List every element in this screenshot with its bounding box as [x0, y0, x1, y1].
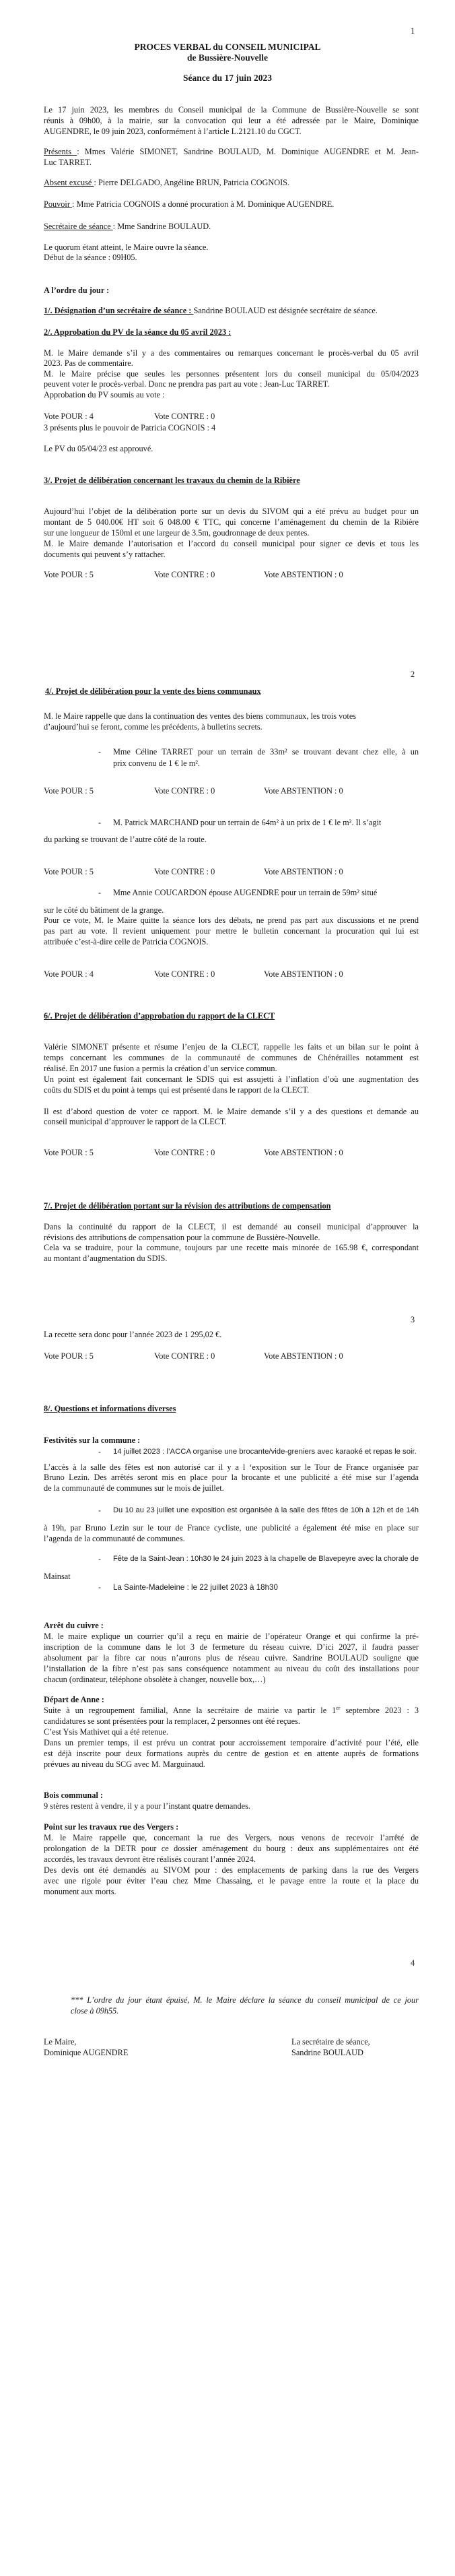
text-run: Le quorum étant atteint, le Maire ouvre la séance.	[44, 243, 209, 252]
text-run: conseil municipal d’approuver le rapport de la CLECT.	[44, 1117, 227, 1126]
section-6-heading	[44, 1011, 419, 1021]
body-line	[44, 444, 419, 454]
page-number-4	[411, 1958, 424, 1968]
text-run: d’aujourd’hui se feront, comme les précédents, à bulletins secrets.	[44, 722, 262, 732]
text-run: 9 stères restent à vendre, il y a pour l’instant quatre demandes.	[44, 1801, 250, 1811]
bullet-dash	[98, 1582, 112, 1592]
vote-pour-value	[44, 786, 151, 796]
text-run: Des devis ont été demandés au SIVOM pour : des emplacements de parking dans la rue des Vergers	[44, 1865, 419, 1875]
text-run: Vote CONTRE : 0	[154, 1148, 215, 1157]
pouvoir-line	[44, 199, 419, 210]
text-run: Vote CONTRE : 0	[154, 786, 215, 796]
body-line	[44, 1653, 419, 1663]
text-run: Vote ABSTENTION : 0	[264, 786, 343, 796]
page-number-2	[411, 670, 424, 680]
body-line	[44, 1572, 419, 1582]
body-line	[44, 539, 419, 549]
text-run: Vote POUR : 4	[44, 969, 94, 979]
bullet-dash	[98, 1506, 112, 1516]
body-line	[44, 1074, 419, 1085]
text-run: Vote POUR : 5	[44, 1148, 94, 1157]
text-run: au montant d’augmentation du SDIS.	[44, 1254, 168, 1263]
text-run: 3 présents plus le pouvoir de Patricia COGNOIS : 4	[44, 423, 216, 432]
text-run: 2023. Pas de commentaire.	[44, 358, 133, 368]
text-run: C’est Ysis Mathivet qui a été retenue.	[44, 1727, 168, 1737]
intro-line	[44, 116, 419, 126]
text-run: Suite à un regroupement familial, Anne la secrétaire de mairie va partir le 1	[44, 1706, 337, 1715]
text-run: de la communauté de communes sur le mois de juillet.	[44, 1483, 224, 1493]
body-line	[44, 915, 419, 926]
text-run: A l’ordre du jour :	[44, 286, 110, 295]
body-line	[44, 1117, 419, 1127]
body-line	[44, 1254, 419, 1264]
body-line	[44, 1865, 419, 1875]
text-run: Sandrine BOULAUD est désignée secrétaire de séance.	[193, 306, 378, 315]
vote-abstention-value	[264, 1351, 385, 1361]
session-date	[0, 73, 455, 83]
text-run: Valérie SIMONET présente et résume l’enjeu de la CLECT, rappelle les faits et un bilan sur le point à	[44, 1042, 419, 1052]
text-run: Festivités sur la commune :	[44, 1436, 141, 1445]
secretaire-line	[44, 222, 419, 232]
body-line	[44, 1330, 419, 1340]
body-line	[44, 1233, 419, 1243]
text-run: Fête de la Saint-Jean : 10h30 le 24 juin 2023 à la chapelle de Blavepeyre avec la chorale de	[113, 1555, 419, 1563]
body-line	[44, 1716, 419, 1727]
body-line	[44, 1632, 419, 1642]
body-line	[44, 1749, 419, 1759]
text-run: M. le Maire demande l’autorisation et l’accord du conseil municipal pour signer ce devis et tous les	[44, 539, 419, 548]
text-run: Vote ABSTENTION : 0	[264, 570, 343, 579]
text-run: l’installation de la fibre n’est pas sans conséquence notamment au niveau du coût des installations pour	[44, 1664, 419, 1673]
body-line	[44, 1801, 419, 1811]
vote-pour-value	[44, 570, 151, 580]
text-run: -	[98, 1448, 101, 1456]
text-run: sur une longueur de 150ml et une largeur de 3.5m, goudronnage de deux pentes.	[44, 528, 310, 538]
text-run: -	[98, 747, 102, 756]
text-run: Mme Annie COUCARDON épouse AUGENDRE pour un terrain de 59m² situé	[113, 888, 378, 897]
text-run: Mme Céline TARRET pour un terrain de 33m² se trouvant devant chez elle, à un	[113, 747, 419, 756]
doc-title-line2	[0, 53, 455, 63]
text-run: Le PV du 05/04/23 est approuvé.	[44, 444, 153, 453]
text-run: Point sur les travaux rue des Vergers :	[44, 1822, 179, 1832]
bullet-line	[113, 818, 419, 828]
text-run: Luc TARRET.	[44, 158, 92, 167]
intro-line	[44, 127, 419, 137]
body-line	[44, 1462, 419, 1473]
text-run: : Mme Patricia COGNOIS a donné procuration à M. Dominique AUGENDRE.	[72, 199, 335, 209]
bullet-line	[113, 1554, 419, 1564]
section-2-heading	[44, 327, 419, 337]
section-1-heading	[44, 306, 419, 316]
depart-anne-heading	[44, 1695, 419, 1705]
text-run: L’accès à la salle des fêtes est non autorisé car il y a l ‘exposition sur le Tour de France organisée par	[44, 1462, 419, 1472]
text-run: 1/. Désignation d’un secrétaire de séance :	[44, 306, 194, 315]
text-run: Vote CONTRE : 0	[154, 1351, 215, 1361]
text-run: pas part au vote. Il revient uniquement pour mettre le bulletin concernant la procuration qui lui est	[44, 926, 419, 936]
festivites-heading	[44, 1436, 419, 1446]
text-run: Dans un premier temps, il est prévu un contrat pour accroissement temporaire d’activité pour l’été, elle	[44, 1738, 419, 1747]
body-line	[44, 517, 419, 527]
bullet-line	[113, 1506, 419, 1516]
body-line	[44, 1523, 419, 1533]
text-run: Vote ABSTENTION : 0	[264, 1351, 343, 1361]
body-line	[44, 1675, 419, 1685]
text-run: Dans la continuité du rapport de la CLECT, il est demandé au conseil municipal d’approuver la	[44, 1222, 419, 1231]
text-run: Présents	[44, 147, 77, 156]
text-run: révisions des attributions de compensation pour la commune de Bussière-Nouvelle.	[44, 1233, 320, 1242]
body-line	[44, 905, 419, 915]
body-line	[44, 1064, 419, 1074]
text-run: réalisé. En 2017 une fusion a permis la création d’un service commun.	[44, 1064, 277, 1073]
text-run: 4/. Projet de délibération pour la vente des biens communaux	[45, 686, 261, 696]
text-run: er	[336, 1704, 341, 1711]
bullet-line	[113, 1582, 419, 1592]
text-run: peuvent voter le procès-verbal. Donc ne prendra pas part au vote : Jean-Luc TARRET.	[44, 379, 330, 389]
text-run: 7/. Projet de délibération portant sur la révision des attributions de compensation	[44, 1201, 331, 1211]
text-run: Il est d’abord question de voter ce rapport. M. le Maire demande s’il y a des questions et demande au	[44, 1107, 419, 1116]
text-run: à 19h, par Bruno Lezin sur le tour de France cycliste, une publicité a également été mise en place sur	[44, 1523, 419, 1533]
text-run: accordés, les travaux devront être réalisés courant l’année 2024.	[44, 1855, 256, 1864]
text-run: -	[98, 1555, 101, 1564]
text-run: 1	[411, 26, 415, 36]
text-run: Du 10 au 23 juillet une exposition est organisée à la salle des fêtes de 10h à 12h et de 14h	[113, 1506, 419, 1514]
bullet-dash	[98, 1554, 112, 1564]
body-line	[44, 1833, 419, 1843]
vote-pour-value	[44, 867, 151, 877]
body-line	[44, 1738, 419, 1748]
text-run: : Mme Sandrine BOULAUD.	[112, 222, 211, 231]
vote-pour-value	[44, 1351, 151, 1361]
text-run: Vote POUR : 5	[44, 786, 94, 796]
text-run: : Mmes Valérie SIMONET, Sandrine BOULAUD, M. Dominique AUGENDRE et M. Jean-	[77, 147, 419, 156]
body-line	[44, 1760, 419, 1770]
text-run: close à 09h55.	[71, 2006, 119, 2016]
body-line	[44, 722, 419, 732]
text-run: 2/. Approbation du PV de la séance du 05 avril 2023 :	[44, 327, 232, 337]
body-line	[44, 507, 419, 517]
text-run: candidatures se sont présentées pour la remplacer, 2 personnes ont été reçues.	[44, 1716, 300, 1726]
body-line	[44, 1042, 419, 1052]
text-run: de Bussière-Nouvelle	[186, 53, 269, 63]
body-line	[44, 1876, 419, 1886]
travaux-vergers-heading	[44, 1822, 419, 1832]
arret-cuivre-heading	[44, 1621, 419, 1631]
body-line	[44, 926, 419, 936]
text-run: M. le maire explique un courrier qu’il a reçu en mairie de l’opérateur Orange et qui confirme la pré-	[44, 1632, 419, 1641]
body-line	[44, 835, 419, 845]
body-line	[44, 348, 419, 358]
body-line	[44, 1107, 419, 1117]
vote-abstention-value	[264, 570, 385, 580]
body-line	[44, 390, 419, 400]
vote-pour-value	[44, 1148, 151, 1158]
body-line	[44, 379, 419, 389]
text-run: réunis à 09h00, à la mairie, sur la convocation qui leur a été adressée par le Maire, Dominique	[44, 116, 419, 125]
closing-line	[71, 1995, 419, 2005]
text-run: sur le côté du bâtiment de la grange.	[44, 905, 164, 915]
text-run: monument aux morts.	[44, 1887, 116, 1896]
bullet-dash	[98, 747, 112, 757]
text-run: Arrêt du cuivre :	[44, 1621, 104, 1630]
body-line	[44, 1642, 419, 1652]
text-run: Cela va se traduire, pour la commune, toujours par une recette mais minorée de 165.98 €, correspondant	[44, 1243, 419, 1252]
text-run: Séance du 17 juin 2023	[182, 73, 273, 83]
text-run: Bois communal :	[44, 1791, 104, 1800]
body-line	[44, 369, 419, 379]
vote-contre-value	[154, 1351, 262, 1361]
body-line	[44, 937, 419, 947]
body-line	[44, 550, 419, 560]
text-run: du parking se trouvant de l’autre côté de la route.	[44, 835, 207, 844]
text-run: 3	[411, 1315, 415, 1324]
text-run: montant de 5 040.00€ HT soit 6 048.00 € TTC, qui concerne l’aménagement du chemin de la Ribière	[44, 517, 419, 527]
vote-pour-value	[44, 969, 151, 979]
vote-contre-value	[154, 1148, 262, 1158]
section-8-heading	[44, 1404, 419, 1414]
text-run: avec une rigole pour éviter l’eau chez Mme Chassaing, et le pavage entre la route et la place du	[44, 1876, 419, 1886]
vote-detail-line	[44, 423, 419, 433]
vote-pour-value	[44, 412, 151, 422]
text-run: Vote ABSTENTION : 0	[264, 1148, 343, 1157]
bullet-dash	[98, 1447, 112, 1457]
text-run: Un point est également fait concernant le SDIS qui est assujetti à l’inflation d’où une augmentation des	[44, 1074, 419, 1084]
page-number-1	[411, 26, 424, 36]
text-run: Vote CONTRE : 0	[154, 969, 215, 979]
bullet-dash	[98, 888, 112, 898]
text-run: PROCES VERBAL du CONSEIL MUNICIPAL	[134, 42, 321, 52]
body-line	[44, 1664, 419, 1674]
text-run: -	[98, 1506, 101, 1515]
debut-line	[44, 253, 419, 263]
text-run: Mainsat	[44, 1572, 71, 1581]
text-run: M. Patrick MARCHAND pour un terrain de 64m² à un prix de 1 € le m². Il s’agit	[113, 818, 382, 827]
text-run: documents qui peuvent s’y rattacher.	[44, 550, 166, 559]
presents-line	[44, 158, 419, 168]
body-line	[44, 1243, 419, 1253]
text-run: Secrétaire de séance	[44, 222, 113, 231]
text-run: absolument par la fibre car nous n’aurons plus de réseau cuivre. Sandrine BOULAUD souligne que	[44, 1653, 419, 1663]
text-run: 14 juillet 2023 : l’ACCA organise une brocante/vide-greniers avec karaoké et repas le soir.	[113, 1448, 417, 1456]
vote-contre-value	[154, 867, 262, 877]
bullet-dash	[98, 818, 112, 828]
text-run: Approbation du PV soumis au vote :	[44, 390, 165, 399]
text-run: M. le Maire précise que seules les personnes présentent lors du conseil municipal du 05/04/2023	[44, 369, 419, 379]
bullet-line	[113, 759, 419, 769]
text-run: La secrétaire de séance,	[291, 2037, 370, 2047]
text-run: -	[98, 1583, 101, 1592]
text-run: prix convenu de 1 € le m².	[113, 759, 201, 768]
text-run: prolongation de la DETR pour ce dossier aménagement du bourg : deux ans supplémentaires ont été	[44, 1844, 419, 1853]
vote-abstention-value	[264, 969, 385, 979]
text-run: Le 17 juin 2023, les membres du Conseil municipal de la Commune de Bussière-Nouvelle se sont	[44, 105, 419, 115]
text-run: Bruno Lezin. Des arrêtés seront mis en place pour la brocante et une publicité a été mise sur l’agenda	[44, 1473, 419, 1482]
vote-abstention-value	[264, 867, 385, 877]
text-run: Sandrine BOULAUD	[291, 2048, 363, 2057]
text-run: Dominique AUGENDRE	[44, 2048, 129, 2057]
text-run: Vote CONTRE : 0	[154, 412, 215, 421]
text-run: 6/. Projet de délibération d’approbation du rapport de la CLECT	[44, 1011, 275, 1021]
signature-maire-name	[44, 2048, 212, 2058]
vote-contre-value	[154, 969, 262, 979]
section-7-heading	[44, 1201, 419, 1211]
bullet-line	[113, 747, 419, 757]
text-run: Vote ABSTENTION : 0	[264, 867, 343, 876]
text-run: M. le Maire rappelle que, concernant la rue des Vergers, nous venons de recevoir l’arrêté de	[44, 1833, 419, 1842]
vote-contre-value	[154, 570, 262, 580]
text-run: l’agenda de la communauté de communes.	[44, 1534, 185, 1543]
text-run: septembre 2023 : 3	[340, 1706, 419, 1715]
presents-line	[44, 147, 419, 157]
text-run: 4	[411, 1958, 415, 1968]
text-run: temps concernant les communes de la communauté de communes de Chénérailles notamment est	[44, 1053, 419, 1062]
text-run: coûts du SDIS et du point à temps qui est présenté dans le rapport de la CLECT.	[44, 1085, 310, 1095]
body-line	[44, 528, 419, 538]
text-run: attribuée c’est-à-dire celle de Patricia COGNOIS.	[44, 937, 209, 946]
text-run: M. le Maire demande s’il y a des commentaires ou remarques concernant le procès-verbal du 05 avril	[44, 348, 419, 358]
text-run: Vote CONTRE : 0	[154, 570, 215, 579]
text-run: La recette sera donc pour l’année 2023 de 1 295,02 €.	[44, 1330, 222, 1339]
body-line	[44, 1727, 419, 1737]
body-line	[44, 1222, 419, 1232]
vote-abstention-value	[264, 786, 385, 796]
text-run: Vote CONTRE : 0	[154, 867, 215, 876]
text-run: *** L’ordre du jour étant épuisé, M. le Maire déclare la séance du conseil municipal de ce jour	[71, 1995, 419, 2005]
bullet-line	[113, 888, 419, 898]
text-run: Vote ABSTENTION : 0	[264, 969, 343, 979]
absent-line	[44, 178, 419, 188]
body-line	[44, 1085, 419, 1095]
vote-abstention-value	[264, 1148, 385, 1158]
text-run: -	[98, 818, 102, 827]
body-line	[44, 1473, 419, 1483]
text-run: inscription de la commune dans le lot 3 de fermeture du réseau cuivre. D’ici 2027, il faudra passer	[44, 1642, 419, 1652]
closing-line	[71, 2006, 419, 2016]
signature-secretaire-title	[291, 2037, 446, 2047]
quorum-line	[44, 243, 419, 253]
text-run: Aujourd’hui l’objet de la délibération porte sur un devis du SIVOM qui a été prévu au budget pour un	[44, 507, 419, 516]
text-run: 2	[411, 670, 415, 679]
body-line	[44, 1844, 419, 1854]
body-line	[44, 1483, 419, 1493]
text-run: Vote POUR : 4	[44, 412, 94, 421]
bullet-line	[113, 1447, 419, 1457]
text-run: -	[98, 888, 102, 897]
agenda-heading	[44, 286, 419, 296]
doc-title-line1	[0, 42, 455, 52]
text-run: Pour ce vote, M. le Maire quitte la séance lors des débats, ne prend pas part aux discussions et ne prend	[44, 915, 419, 925]
text-run: prévues au niveau du SCG avec M. Marguinaud.	[44, 1760, 205, 1769]
signature-maire-title	[44, 2037, 212, 2047]
body-line	[44, 1887, 419, 1897]
body-line	[44, 711, 419, 721]
body-line	[44, 1534, 419, 1544]
page-number-3	[411, 1315, 424, 1325]
text-run: Début de la séance : 09H05.	[44, 253, 137, 262]
body-line	[44, 358, 419, 368]
body-line	[44, 1855, 419, 1865]
vote-contre-value	[154, 786, 262, 796]
text-run: chacun (ordinateur, téléphone obsolète à changer, nouvelle box,…)	[44, 1675, 266, 1684]
body-line	[44, 1706, 419, 1716]
text-run: La Sainte-Madeleine : le 22 juillet 2023 à 18h30	[113, 1583, 278, 1592]
signature-secretaire-name	[291, 2048, 446, 2058]
text-run: 3/. Projet de délibération concernant les travaux du chemin de la Ribière	[44, 476, 300, 485]
text-run: 8/. Questions et informations diverses	[44, 1404, 176, 1413]
section-3-heading	[44, 476, 419, 486]
text-run: AUGENDRE, le 09 juin 2023, conformément à l’article L.2121.10 du CGCT.	[44, 127, 302, 136]
text-run: Absent excusé	[44, 178, 94, 187]
text-run: Le Maire,	[44, 2037, 77, 2047]
text-run: Vote POUR : 5	[44, 867, 94, 876]
section-4-heading	[45, 686, 420, 697]
text-run: Vote POUR : 5	[44, 570, 94, 579]
text-run: Vote POUR : 5	[44, 1351, 94, 1361]
text-run: est déjà inscrite pour deux formations auprès du centre de gestion et en attente auprès de formations	[44, 1749, 419, 1758]
text-run: Départ de Anne :	[44, 1695, 104, 1704]
text-run: M. le Maire rappelle que dans la continuation des ventes des biens communaux, les trois votes	[44, 711, 357, 721]
text-run: : Pierre DELGADO, Angéline BRUN, Patricia COGNOIS.	[94, 178, 290, 187]
vote-contre-value	[154, 412, 262, 422]
text-run: Pouvoir	[44, 199, 73, 209]
intro-line	[44, 105, 419, 115]
bois-communal-heading	[44, 1791, 419, 1801]
body-line	[44, 1053, 419, 1063]
